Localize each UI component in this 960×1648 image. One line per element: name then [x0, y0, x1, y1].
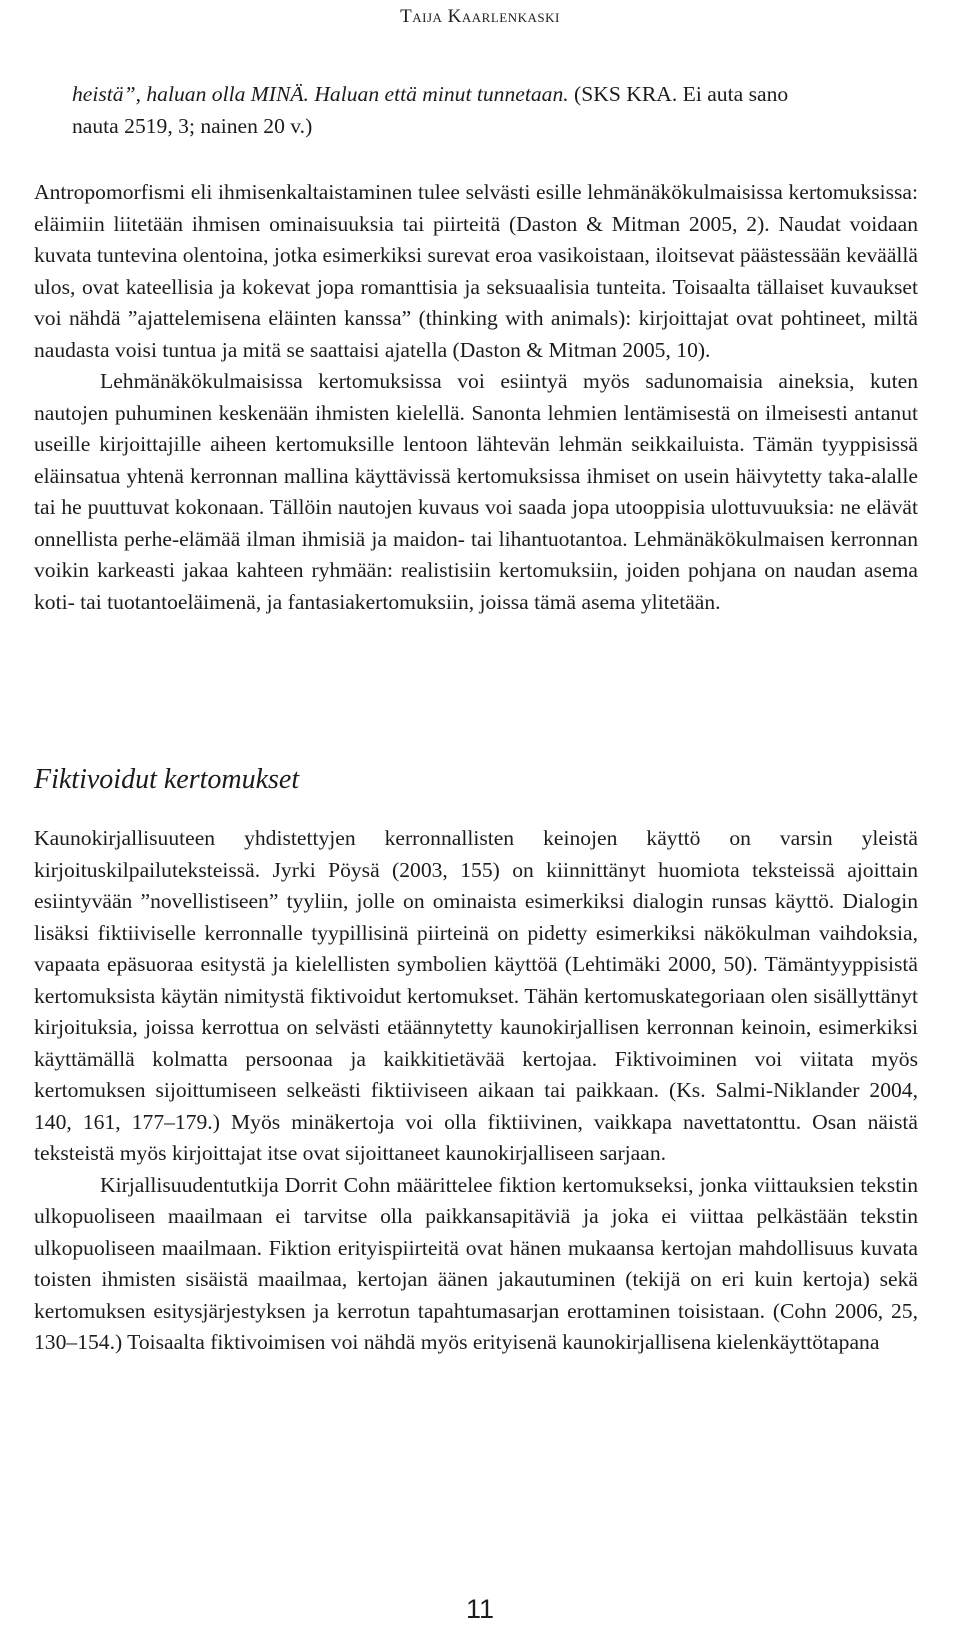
- body-text-bottom: [34, 823, 918, 1359]
- body-text-top: [34, 177, 918, 618]
- paragraph: Lehmänäkökulmaisissa kertomuksissa voi esiintyä myös sadunomaisia aineksia, kuten nautojen puhuminen keskenään ihmisten kielellä. Sanonta lehmien lentämisestä on ilmeisesti antanut useille kirjoittajille aiheen kertomuksille lentoon lähtevän lehmän seikkailuista. Tämän tyyppisissä eläinsatua yhtenä kerronnan mallina käyttävissä kertomuksissa ihmiset on usein häivytetty taka-alalle tai he puuttuvat kokonaan. Tällöin nautojen kuvaus voi saada jopa utooppisia ulottuvuuksia: ne elävät onnellista perhe-elämää ilman ihmisiä ja maidon- tai lihantuotantoa. Lehmänäkökulmaisen kerronnan voikin karkeasti jakaa kahteen ryhmään: realistisiin kertomuksiin, joiden pohjana on naudan asema koti- tai tuotantoeläimenä, ja fantasiakertomuksiin, joissa tämä asema ylitetään.: [34, 369, 918, 614]
- running-header: Taija Kaarlenkaski: [400, 6, 560, 27]
- paragraph: Kirjallisuudentutkija Dorrit Cohn määrittelee fiktion kertomukseksi, jonka viittauksien tekstin ulkopuoliseen maailmaan ei tarvitse olla paikkansapitäviä ja joka ei viittaa pelkästään tekstin ulkopuoliseen maailmaan. Fiktion erityispiirteitä ovat hänen mukaansa kertojan mahdollisuus kuvata toisten ihmisten sisäistä maailmaa, kertojan äänen jakautuminen (tekijä on eri kuin kertoja) sekä kertomuksen esitysjärjestyksen ja kerrotun tapahtumasarjan erottaminen toisistaan. (Cohn 2006, 25, 130–154.) Toisaalta fiktivoimisen voi nähdä myös erityisenä kaunokirjallisena kielenkäyttötapana: [34, 1172, 918, 1354]
- quote-citation: (SKS KRA. Ei auta sano nauta 2519, 3; nainen 20 v.): [72, 82, 789, 138]
- paragraph: Kaunokirjallisuuteen yhdistettyjen kerronnallisten keinojen käyttö on varsin yleistä kirjoituskilpailuteksteissä. Jyrki Pöysä (2003, 155) on kiinnittänyt huomiota teksteissä ajoittain esiintyvään ”novellistiseen” tyyliin, jolle on ominaista esimerkiksi dialogin runsas käyttö. Dialogin lisäksi fiktiiviselle kerronnalle tyypillisinä piirteinä on pidetty esimerkiksi näkökulman vaihdoksia, vapaata epäsuoraa esitystä ja kielellisten symbolien käyttöä (Lehtimäki 2000, 50). Tämäntyyppisistä kertomuksista käytän nimitystä fiktivoidut kertomukset. Tähän kertomuskategoriaan olen sisällyttänyt kirjoituksia, joissa kerrottua on selvästi etäännytetty kaunokirjallisen kerronnan keinoin, esimerkiksi käyttämällä kolmatta persoonaa ja kaikkitietävää kertojaa. Fiktivoiminen voi viitata myös kertomuksen sijoittumiseen selkeästi fiktiiviseen aikaan tai paikkaan. (Ks. Salmi-Niklander 2004, 140, 161, 177–179.) Myös minäkertoja voi olla fiktiivinen, vaikkapa navettatonttu. Osan näistä teksteistä myös kirjoittajat itse ovat sijoittaneet kaunokirjalliseen sarjaan.: [34, 826, 918, 1165]
- block-quote: [72, 79, 832, 142]
- page-number: 11: [465, 1594, 495, 1624]
- paragraph: Antropomorfismi eli ihmisenkaltaistaminen tulee selvästi esille lehmänäkökulmaisissa kertomuksissa: eläimiin liitetään ihmisen ominaisuuksia tai piirteitä (Daston & Mitman 2005, 2). Naudat voidaan kuvata tuntevina olentoina, jotka esimerkiksi surevat eroa vasikoistaan, iloitsevat päästessään keväällä ulos, ovat kateellisia ja kokevat jopa romanttisia ja seksuaalisia tunteita. Toisaalta tällaiset kuvaukset voi nähdä ”ajattelemisena eläinten kanssa” (thinking with animals): kirjoittajat ovat pohtineet, miltä naudasta voisi tuntua ja mitä se saattaisi ajatella (Daston & Mitman 2005, 10).: [34, 180, 918, 362]
- quote-italic-text: heistä”, haluan olla MINÄ. Haluan että minut tunnetaan.: [72, 82, 569, 106]
- section-heading: Fiktivoidut kertomukset: [34, 764, 300, 795]
